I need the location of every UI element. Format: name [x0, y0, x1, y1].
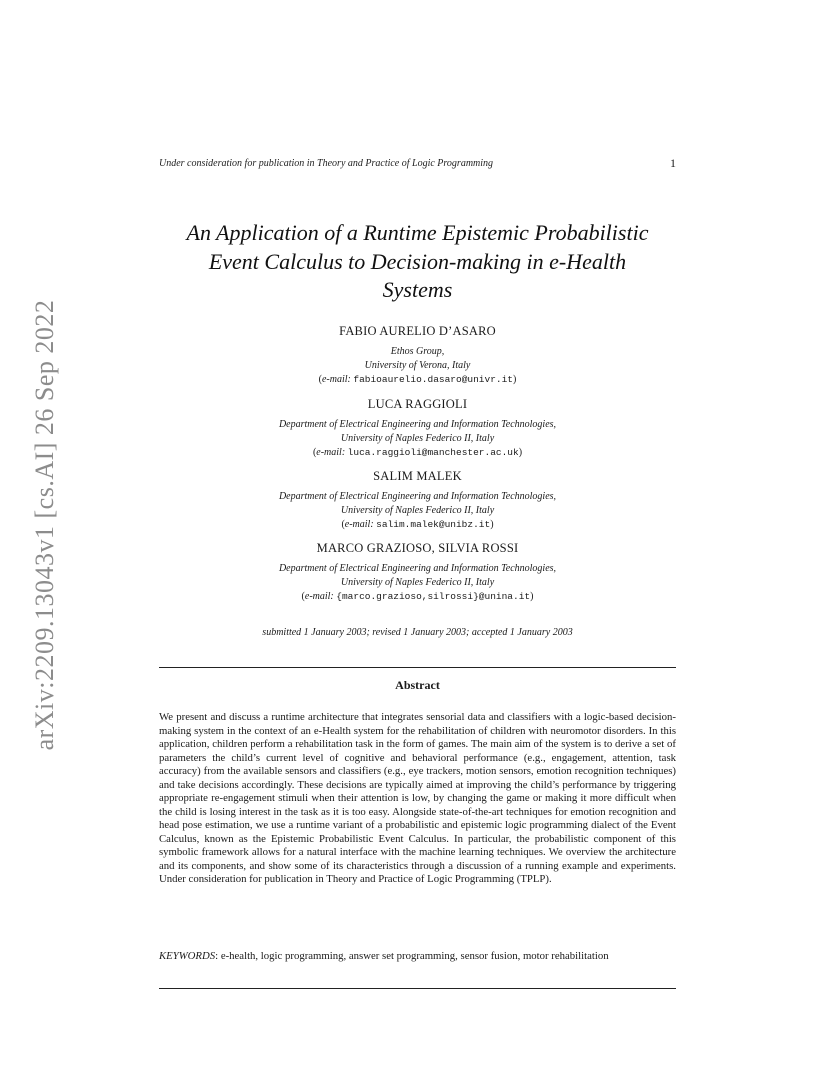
abstract-heading: Abstract — [395, 678, 440, 692]
email-label: e-mail: — [344, 519, 374, 530]
affiliation-line: University of Verona, Italy — [364, 360, 471, 371]
submission-dates: submitted 1 January 2003; revised 1 January 2003; accepted 1 January 2003 — [262, 627, 573, 638]
author-name: SALIM MALEK — [373, 469, 462, 483]
email-label: e-mail: — [316, 447, 346, 458]
keywords-label: KEYWORDS — [159, 950, 216, 962]
keywords — [159, 950, 676, 964]
affiliation-line: Ethos Group, — [390, 346, 445, 357]
arxiv-identifier-stamp: arXiv:2209.13043v1 [cs.AI] 26 Sep 2022 — [30, 299, 59, 751]
affiliation-line: Department of Electrical Engineering and Information Technologies, — [278, 491, 557, 502]
author-block — [159, 468, 676, 532]
email-address: salim.malek@unibz.it — [376, 519, 491, 530]
running-head: Under consideration for publication in Theory and Practice of Logic Programming — [159, 158, 494, 169]
keywords-text: : e-health, logic programming, answer set programming, sensor fusion, motor rehabilitation — [215, 950, 609, 962]
email-address: {marco.grazioso,silrossi}@unina.it — [336, 591, 531, 602]
author-name: FABIO AURELIO D’ASARO — [339, 324, 496, 338]
email-label: e-mail: — [304, 591, 334, 602]
email-address: luca.raggioli@manchester.ac.uk — [347, 447, 519, 458]
horizontal-rule-bottom — [159, 988, 676, 989]
title-line: Systems — [382, 277, 453, 302]
affiliation-line: Department of Electrical Engineering and Information Technologies, — [278, 563, 557, 574]
title-line: An Application of a Runtime Epistemic Probabilistic — [186, 220, 649, 245]
affiliation-line: University of Naples Federico II, Italy — [340, 577, 495, 588]
horizontal-rule-top — [159, 667, 676, 668]
author-email: (e-mail: luca.raggioli@manchester.ac.uk) — [312, 447, 523, 458]
author-block — [159, 323, 676, 387]
affiliation-line: University of Naples Federico II, Italy — [340, 505, 495, 516]
affiliation-line: Department of Electrical Engineering and Information Technologies, — [278, 419, 557, 430]
author-email: (e-mail: salim.malek@unibz.it) — [341, 519, 494, 530]
author-block — [159, 540, 676, 604]
author-email: (e-mail: {marco.grazioso,silrossi}@unina.it) — [301, 591, 534, 602]
author-name: MARCO GRAZIOSO, SILVIA ROSSI — [316, 541, 519, 555]
title-line: Event Calculus to Decision-making in e-Health — [208, 248, 627, 274]
affiliation-line: University of Naples Federico II, Italy — [340, 433, 495, 444]
author-block — [159, 396, 676, 460]
email-address: fabioaurelio.dasaro@univr.it — [353, 374, 514, 385]
abstract-body: We present and discuss a runtime architecture that integrates sensorial data and classifiers with a logic-based decision-making system in the context of an e-Health system for the rehabilitation of children with neuromotor disorders. In this application, children perform a rehabilitation task in the form of games. The main aim of the system is to derive a set of parameters the child’s current level of cognitive and behavioral performance (e.g., engagement, attention, task accuracy) from the available sensors and classifiers (e.g., eye trackers, motion sensors, emotion recognition techniques) and take decisions accordingly. These decisions are typically aimed at improving the child’s performance by triggering appropriate re-engagement stimuli when their attention is low, by changing the game or making it more difficult when the child is losing interest in the task as it is too easy. Alongside state-of-the-art techniques for emotion recognition and head pose estimation, we use a runtime variant of a probabilistic and epistemic logic programming dialect of the Event Calculus, known as the Epistemic Probabilistic Event Calculus. In particular, the probabilistic component of this symbolic framework allows for a natural interface with the machine learning techniques. We overview the architecture and its components, and show some of its characteristics through a discussion of a running example and experiments. Under consideration for publication in Theory and Practice of Logic Programming (TPLP). — [159, 711, 676, 885]
page-number: 1 — [670, 156, 676, 170]
author-name: LUCA RAGGIOLI — [367, 397, 468, 411]
email-label: e-mail: — [321, 374, 351, 385]
author-email: (e-mail: fabioaurelio.dasaro@univr.it) — [318, 374, 517, 385]
paper-title — [159, 219, 676, 305]
